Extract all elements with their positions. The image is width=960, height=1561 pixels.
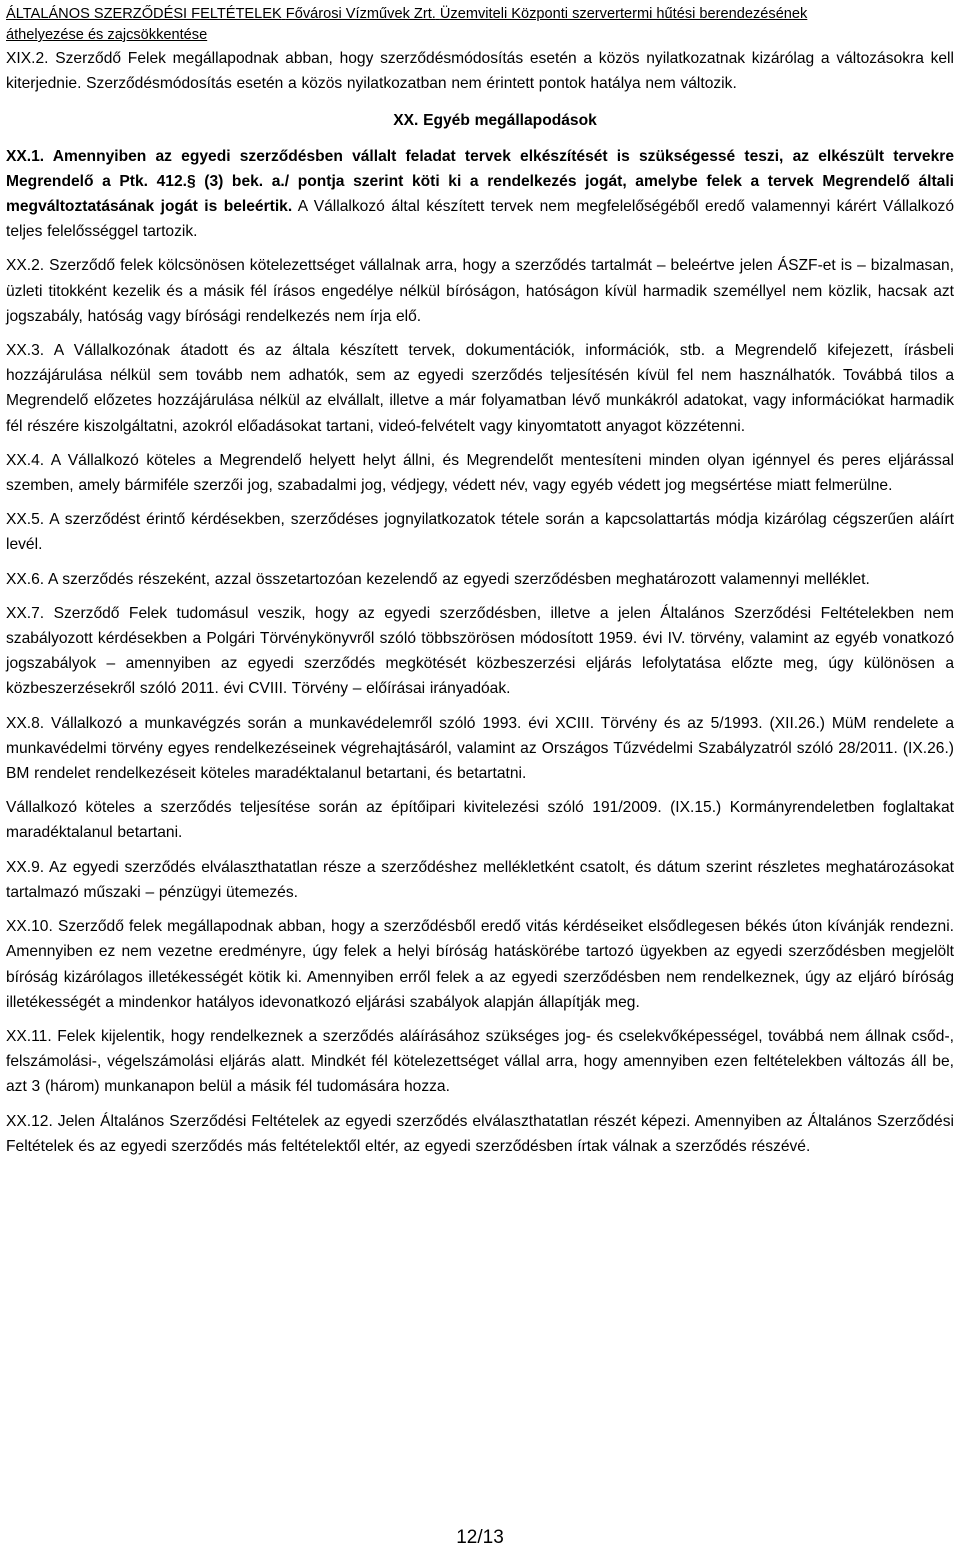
- paragraph-xx-8b: Vállalkozó köteles a szerződés teljesítése során az építőipari kivitelezési szóló 191/2009. (IX.15.) Kormányrendeletben foglaltakat maradéktalanul betartani.: [6, 799, 954, 842]
- paragraph-xx-9: XX.9. Az egyedi szerződés elválaszthatatlan része a szerződéshez mellékletként csatolt, és dátum szerint részletes meghatározásokat tartalmazó műszaki – pénzügyi ütemezés.: [6, 858, 954, 901]
- paragraph-xix-2: XIX.2. Szerződő Felek megállapodnak abban, hogy szerződésmódosítás esetén a közös nyilatkozatnak kizárólag a változásokra kell kiterjednie. Szerződésmódosítás esetén a közös nyilatkozatban nem érintett pontok hatálya nem változik.: [6, 50, 954, 93]
- document-body: [6, 46, 954, 1159]
- header-subject-line2: áthelyezése és zajcsökkentése: [6, 27, 208, 43]
- paragraph-xx-4: XX.4. A Vállalkozó köteles a Megrendelő helyett helyt állni, és Megrendelőt mentesíteni minden olyan igénnyel és peres eljárással szemben, amely bármiféle szerzői jog, szabadalmi jog, védjegy, védett név, vagy egyéb védett jog megsértése miatt felmerülne.: [6, 451, 954, 495]
- paragraph-xx-11: XX.11. Felek kijelentik, hogy rendelkeznek a szerződés aláírásához szükséges jog- és cselekvőképességel, továbbá nem állnak csőd-, felszámolási-, végelszámolási eljárás alatt. Mindkét fél kötelezettséget vállal arra, hogy amennyiben ezen feltételekben változás áll be, azt 3 (három) munkanapon belül a másik fél tudomására hozza.: [6, 1027, 954, 1096]
- page-header: [6, 0, 954, 46]
- paragraph-xx-5: XX.5. A szerződést érintő kérdésekben, szerződéses jognyilatkozatok tétele során a kapcsolattartás módja kizárólag cégszerűen aláírt levél.: [6, 511, 954, 554]
- paragraph-xx-2: XX.2. Szerződő felek kölcsönösen kötelezettséget vállalnak arra, hogy a szerződés tartalmát – beleértve jelen ÁSZF-et is – bizalmasan, üzleti titokként kezelik és a másik fél írásos engedélye nélkül bíróságon, hatóságon kívül harmadik személlyel nem közlik, hacsak azt jogszabály, hatóság vagy bírósági rendelkezés nem írja elő.: [6, 257, 954, 325]
- paragraph-xx-10: XX.10. Szerződő felek megállapodnak abban, hogy a szerződésből eredő vitás kérdéseiket elsődlegesen békés úton kívánják rendezni. Amennyiben ez nem vezetne eredményre, úgy felek a helyi bíróság hatáskörébe tartozó ügyekben az egyedi szerződésben megjelölt bíróság kizárólagos illetékességét kötik ki. Amennyiben erről felek a az egyedi szerződésben nem rendelkeznek, úgy az eljáró bíróság illetékességét a mindenkor hatályos idevonatkozó eljárási szabályok alapján állapítják meg.: [6, 918, 954, 1011]
- paragraph-xx-7: XX.7. Szerződő Felek tudomásul veszik, hogy az egyedi szerződésben, illetve a jelen Általános Szerződési Feltételekben nem szabályozott kérdésekben a Polgári Törvénykönyvről szóló többszörösen módosított 1959. évi IV. törvény, valamint az egyéb vonatkozó jogszabályok – amennyiben az egyedi szerződés megkötését közbeszerzési eljárás lefolytatása előzte meg, úgy különösen a közbeszerzésekről szóló 2011. évi CVIII. Törvény – előírásai irányadóak.: [6, 604, 954, 698]
- paragraph-xx-6: XX.6. A szerződés részeként, azzal összetartozóan kezelendő az egyedi szerződésben meghatározott valamennyi melléklet.: [6, 570, 870, 588]
- page-number: 12/13: [456, 1527, 504, 1548]
- paragraph-xx-3: XX.3. A Vállalkozónak átadott és az általa készített tervek, dokumentációk, információk, stb. a Megrendelő kifejezett, írásbeli hozzájárulása nélkül sem tovább nem adhatók, sem az egyedi szerződés teljesítésén kívül fel nem használhatók. Továbbá tilos a Megrendelő előzetes hozzájárulása nélkül az elvállalt, illetve a már folyamatban lévő munkákról adatokat, vagy információkat harmadik fél részére kiszolgáltatni, azokról előadásokat tartani, videó-felvételt vagy kinyomtatott anyagot közzétenni.: [6, 342, 954, 435]
- header-subject-line1: Üzemviteli Központi szervertermi hűtési berendezésének: [439, 6, 808, 22]
- header-org: Fővárosi Vízművek Zrt.: [285, 6, 436, 22]
- paragraph-xx-1-rest: A Vállalkozó által készített tervek nem megfelelőségéből eredő valamennyi kárért Vállalkozó teljes felelősséggel tartozik.: [6, 198, 954, 241]
- section-title: XX. Egyéb megállapodások: [393, 112, 597, 130]
- header-title: ÁLTALÁNOS SZERZŐDÉSI FELTÉTELEK: [6, 6, 282, 22]
- paragraph-xx-8: XX.8. Vállalkozó a munkavégzés során a munkavédelemről szóló 1993. évi XCIII. Törvény és az 5/1993. (XII.26.) MüM rendelete a munkavédelmi törvény egyes rendelkezéseinek végrehajtásáról, valamint az Országos Tűzvédelmi Szabályzatról szóló 28/2011. (IX.26.) BM rendelet rendelkezéseit köteles maradéktalanul betartani, és betartatni.: [6, 714, 954, 783]
- paragraph-xx-12: XX.12. Jelen Általános Szerződési Feltételek az egyedi szerződés elválaszthatatlan részét képezi. Amennyiben az Általános Szerződési Feltételek és az egyedi szerződés más feltételektől eltér, az egyedi szerződésben írtak válnak a szerződés részévé.: [6, 1112, 954, 1155]
- paragraph-xx-1: [6, 144, 954, 245]
- paragraph-xx-1-bold: XX.1. Amennyiben az egyedi szerződésben vállalt feladat tervek elkészítését is szükségessé teszi, az elkészült tervekre Megrendelő a Ptk. 412.§ (3) bek. a./ pontja szerint köti ki a rendelkezés jogát, amelybe felek a tervek Megrendelő általi megváltoztatásának jogát is beleértik.: [6, 147, 954, 216]
